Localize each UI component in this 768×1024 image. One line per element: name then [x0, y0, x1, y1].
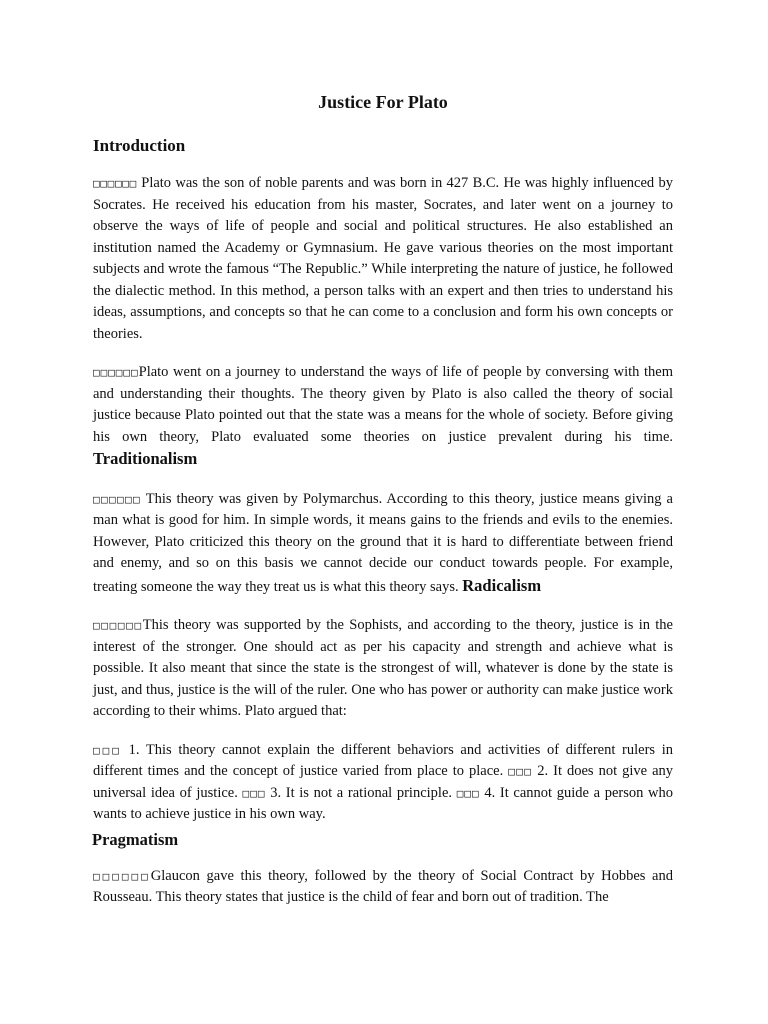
paragraph-text: Plato was the son of noble parents and was born in 427 B.C. He was highly influenced by Socrates. He received his education from his master, Socrates, and later went on a journey to observe the ways of life of people and social and political structures. He also established an institution named the Academy or Gymnasium. He gave various theories on the most important subjects and wrote the famous “The Republic.” While interpreting the nature of justice, he followed the dialectic method. In this method, a person talks with an expert and then tries to understand his ideas, assumptions, and concepts so that he can come to a conclusion and form his own concepts or theories.	[93, 175, 673, 342]
paragraph-intro-2	[93, 362, 673, 472]
paragraph-text: This theory was given by Polymarchus. According to this theory, justice means giving a man what is good for him. In simple words, it means gains to the friends and evils to the enemies. However, Plato criticized this theory on the ground that it is hard to differentiate between friend and enemy, and so on this basis we cannot decide our conduct towards people. For example, treating someone the way they treat us is what this theory says.	[93, 490, 673, 595]
tab-marker: □□□□□□	[93, 492, 142, 506]
paragraph-radicalism	[93, 615, 673, 723]
paragraph-text: This theory was supported by the Sophists, and according to the theory, justice is in the interest of the stronger. One should act as per his capacity and strength and achieve what is possible. It also meant that since the state is the strongest of will, whatever is done by the state is just, and thus, justice is the will of the ruler. One who has power or authority can make justice work according to their whims. Plato argued that:	[93, 617, 673, 719]
paragraph-text: Glaucon gave this theory, followed by the theory of Social Contract by Hobbes and Rousseau. This theory states that justice is the child of fear and born out of tradition. The	[93, 867, 673, 905]
point-4: 4. It cannot guide a person who wants to achieve justice in his own way.	[93, 784, 674, 822]
tab-marker: □□□	[242, 786, 266, 800]
document-title: Justice For Plato	[318, 92, 448, 112]
tab-marker: □□□□□□	[93, 177, 137, 190]
tab-marker: □□□	[508, 765, 533, 778]
document-page	[93, 88, 673, 926]
point-2: 2. It does not give any universal idea of justice.	[93, 763, 674, 801]
point-1: 1. This theory cannot explain the different behaviors and activities of different rulers in different times and the concept of justice varied from place to place.	[93, 741, 674, 779]
tab-marker: □□□□□□	[93, 366, 139, 379]
tab-marker: □□□	[456, 786, 480, 800]
paragraph-pragmatism	[93, 866, 673, 909]
paragraph-traditionalism	[93, 489, 673, 599]
heading-traditionalism: Traditionalism	[93, 449, 198, 468]
heading-radicalism: Radicalism	[462, 575, 542, 595]
tab-marker: □□□	[93, 743, 122, 757]
heading-pragmatism: Pragmatism	[92, 829, 179, 849]
tab-marker: □□□□□□	[93, 619, 143, 632]
point-3: 3. It is not a rational principle.	[270, 784, 453, 801]
paragraph-text: Plato went on a journey to understand the ways of life of people by conversing with them and understanding their thoughts. The theory given by Plato is also called the theory of social justice because Plato pointed out that the state was a means for the whole of society. Before giving his own theory, Plato evaluated some theories on justice prevalent during his time.	[93, 364, 673, 445]
paragraph-radicalism-points	[93, 740, 673, 826]
paragraph-intro-1	[93, 173, 673, 345]
heading-introduction: Introduction	[93, 136, 186, 155]
tab-marker: □□□□□□	[93, 869, 151, 883]
